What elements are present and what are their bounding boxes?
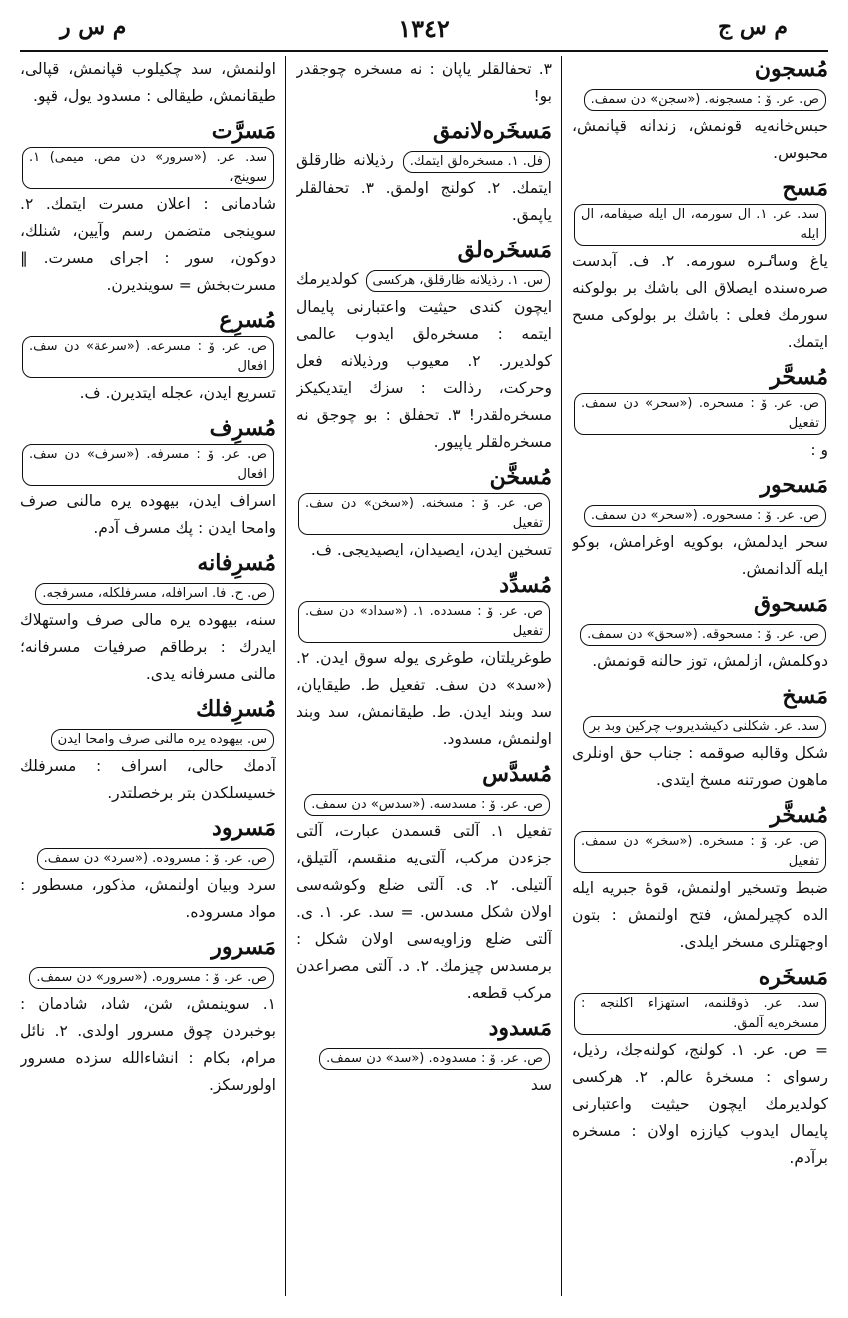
definition: دوكلمش، ازلمش، توز حالنه قونمش.	[592, 652, 828, 670]
grammar-note: ص. عر. ۆ : مسرعه. («سرعة» دن سف. افعال	[22, 336, 274, 378]
grammar-note: ص. عر. ۆ : مسخنه. («سخن» دن سف. تفعیل	[298, 493, 550, 535]
definition: شادمانی : اعلان مسرت ایتمك. ۲. سوینجی متضمن رسم وآیین، شنلك، دوكون، سور : اجرای مسرت. ‖ مسرت‌بخش = سوینديرن.	[20, 195, 276, 294]
dictionary-entry	[572, 964, 828, 1172]
grammar-note: سد. عر. ۱. ال سورمه، ال ایله صیفامه، ال ایله	[574, 204, 826, 246]
headword: مُسرِفلك	[196, 696, 276, 722]
headword: مُسجون	[754, 56, 828, 82]
dictionary-entry	[572, 472, 828, 583]
headword: مَسخ	[782, 683, 828, 709]
headword: مَسحور	[760, 472, 828, 498]
dictionary-entry	[572, 683, 828, 794]
grammar-note: ص. عر. ۆ : مسجونه. («سجن» دن سمف.	[584, 89, 826, 111]
dictionary-entry	[20, 118, 276, 299]
headword: مُسحَّر	[770, 364, 828, 390]
column-middle	[296, 56, 552, 1296]
headword: مَسرود	[212, 815, 276, 841]
definition: سنه، بیهوده یره مالی صرف واستهلاك ایدرك : برطاقم صرفیات مسرفانه؛ مالنی مسرفانه یدی.	[20, 611, 276, 683]
grammar-note: ص. عر. ۆ : مسحوره. («سحر» دن سمف.	[584, 505, 826, 527]
column-divider	[285, 56, 286, 1296]
grammar-note: ص. عر. ۆ : مسحره. («سحر» دن سمف. تفعیل	[574, 393, 826, 435]
dictionary-entry	[20, 696, 276, 807]
definition: سرد وبیان اولنمش، مذكور، مسطور : مواد مسروده.	[20, 876, 276, 921]
headword: مَسرور	[211, 934, 276, 960]
dictionary-entry	[20, 307, 276, 407]
column-left	[20, 56, 276, 1296]
dictionary-entry	[572, 175, 828, 356]
definition: تسریع ایدن، عجله ایتدیرن. ف.	[79, 384, 276, 402]
headword: مَسخَره‌لق	[457, 237, 552, 263]
grammar-note: س. ۱. رذیلانه ظارقلق، هركسی	[366, 270, 550, 292]
dictionary-entry	[20, 415, 276, 542]
headword: مُسرِع	[219, 307, 276, 333]
grammar-note: س. بیهوده یره مالنی صرف وامحا ایدن	[51, 729, 274, 751]
dictionary-entry	[296, 237, 552, 456]
headword: مَسخَره‌لانمق	[432, 118, 552, 144]
dictionary-entry	[20, 815, 276, 926]
definition: سد	[530, 1076, 552, 1094]
definition: رذیلانه ظارقلق ایتمك. ۲. كولنج اولمق. ۳. تحفالقلر یاپمق.	[296, 151, 552, 224]
header-right-guide: م س ج	[718, 14, 788, 40]
grammar-note: سد. عر. ذوقلنمه، استهزاء اكلنجه : مسخره‌یه آلمق.	[574, 993, 826, 1035]
dictionary-entry	[572, 591, 828, 675]
dictionary-entry	[296, 572, 552, 753]
headword: مَسدود	[488, 1015, 552, 1041]
definition: ۱. سوینمش، شن، شاد، شادمان : بوخبردن چوق مسرور اولدی. ۲. نائل مرام، بكام : انشاءالله سزده مسرور اولورسكز.	[20, 995, 276, 1094]
dictionary-columns	[20, 56, 828, 1296]
grammar-note: ص. عر. ۆ : مسدده. ۱. («سداد» دن سف. تفعیل	[298, 601, 550, 643]
grammar-note: سد. عر. شكلنی دكیشدیروب چركین وبد بر	[583, 716, 826, 738]
dictionary-entry	[296, 118, 552, 229]
column-right	[572, 56, 828, 1296]
grammar-note: سد. عر. («سرور» دن مص. میمی) ۱. سوینج،	[22, 147, 274, 189]
definition: و :	[810, 441, 828, 459]
page-header	[20, 12, 828, 46]
headword: مَسرَّت	[211, 118, 276, 144]
definition: یاغ وساٸره سورمه. ۲. ف. آبدست صره‌سنده ایصلاق الی باشك بر بولوكنه سورمك فعلی : باشك بر بولوكی مسح ایتمك.	[572, 252, 828, 351]
dictionary-entry	[572, 364, 828, 464]
grammar-note: فل. ۱. مسخره‌لق ایتمك.	[403, 151, 550, 173]
headword: مُسدِّد	[499, 572, 552, 598]
continued-definition: ۳. تحفالقلر یاپان : نه مسخره چوجقدر بو!	[296, 60, 552, 105]
definition: سحر ایدلمش، بوكویه اوغرامش، بوكو ایله آلدانمش.	[572, 533, 828, 578]
grammar-note: ص. عر. ۆ : مسدوده. («سد» دن سمف.	[319, 1048, 550, 1070]
definition: طوغریلتان، طوغری یوله سوق ایدن. ۲. («سد» دن سف. تفعیل ط. طیقایان، سد وبند ایدن. ط. طیقانمش، سد وبند اولنمش، مسدود.	[296, 649, 552, 748]
definition: تسخین ایدن، ایصیدان، ایصیدیجی. ف.	[310, 541, 552, 559]
page-number: ١٣٤٢	[398, 14, 450, 43]
dictionary-entry	[20, 550, 276, 688]
dictionary-entry	[296, 464, 552, 564]
dictionary-entry	[572, 56, 828, 167]
headword: مُسدَّس	[482, 761, 552, 787]
header-left-guide: م س ر	[60, 14, 127, 40]
header-rule	[20, 50, 828, 52]
headword: مُسخَّن	[489, 464, 552, 490]
definition: ضبط وتسخیر اولنمش، قوهٔ جبریه ایله الده كچیرلمش، فتح اولنمش : بتون اوجهتلری مسخر ایلدی.	[572, 879, 828, 951]
headword: مُسرِف	[209, 415, 276, 441]
headword: مُسرِفانه	[197, 550, 276, 576]
definition: تفعیل ۱. آلتی قسمدن عبارت، آلتی جزءدن مركب، آلتی‌یه منقسم، آلتیلق، آلتیلی. ۲. ی. آلتی ضلع وكوشه‌سی اولان شكل مسدس. = سد. عر. ۱. ی. آلتی ضلع وزاویه‌سی اولان شكل : برمسدس چیزمك. ۲. د. آلتی مصراعدن مركب قطعه.	[296, 822, 552, 1002]
grammar-note: ص. عر. ۆ : مسرفه. («سرف» دن سف. افعال	[22, 444, 274, 486]
grammar-note: ص. عر. ۆ : مسحوقه. («سحق» دن سمف.	[580, 624, 826, 646]
headword: مُسخَّر	[770, 802, 828, 828]
headword: مَسخَره	[758, 964, 828, 990]
definition: كولدیرمك ایچون كندی حیثیت واعتبارنی پایمال ایتمه : مسخره‌لق ایدوب عالمی كولدیرر. ۲. معیوب ورذیلانه فعل وحركت، رذالت : سزك ایتدیكیكز مسخره‌لقدر! ۳. تحفلق : بو چوجق نه مسخره‌لقلر یاپیور.	[296, 270, 552, 451]
grammar-note: ص. عر. ۆ : مسروده. («سرد» دن سمف.	[37, 848, 274, 870]
grammar-note: ص. ح. فا. اسرافله، مسرفلكله، مسرفجه.	[35, 583, 274, 605]
dictionary-entry	[20, 934, 276, 1099]
dictionary-entry	[572, 802, 828, 956]
dictionary-entry	[296, 761, 552, 1007]
grammar-note: ص. عر. ۆ : مسروره. («سرور» دن سمف.	[29, 967, 274, 989]
grammar-note: ص. عر. ۆ : مسخره. («سخر» دن سمف. تفعیل	[574, 831, 826, 873]
definition: اسراف ایدن، بیهوده یره مالنی صرف وامحا ایدن : پك مسرف آدم.	[20, 492, 276, 537]
dictionary-entry	[296, 1015, 552, 1099]
headword: مَسحوق	[753, 591, 828, 617]
column-divider	[561, 56, 562, 1296]
definition: حبس‌خانه‌یه قونمش، زندانه قپانمش، محبوس.	[572, 117, 828, 162]
definition: شكل وقالبه صوقمه : جناب حق اونلری ماهون صورتنه مسخ ایتدی.	[572, 744, 828, 789]
definition: = ص. عر. ۱. كولنج، كولنه‌جك، رذیل، رسوای : مسخرهٔ عالم. ۲. هركسی كولدیرمك ایچون حیثیت واعتبارنی پایمال ایدوب كیاززه اولان : مسخره برآدم.	[572, 1041, 828, 1167]
grammar-note: ص. عر. ۆ : مسدسه. («سدس» دن سمف.	[304, 794, 550, 816]
continued-definition: اولنمش، سد چكیلوب قپانمش، قپالی، طیقانمش، طیقالی : مسدود یول، قپو.	[20, 60, 276, 105]
headword: مَسح	[782, 175, 828, 201]
definition: آدمك حالی، اسراف : مسرفلك خسیسلكدن بتر برخصلتدر.	[20, 757, 276, 802]
